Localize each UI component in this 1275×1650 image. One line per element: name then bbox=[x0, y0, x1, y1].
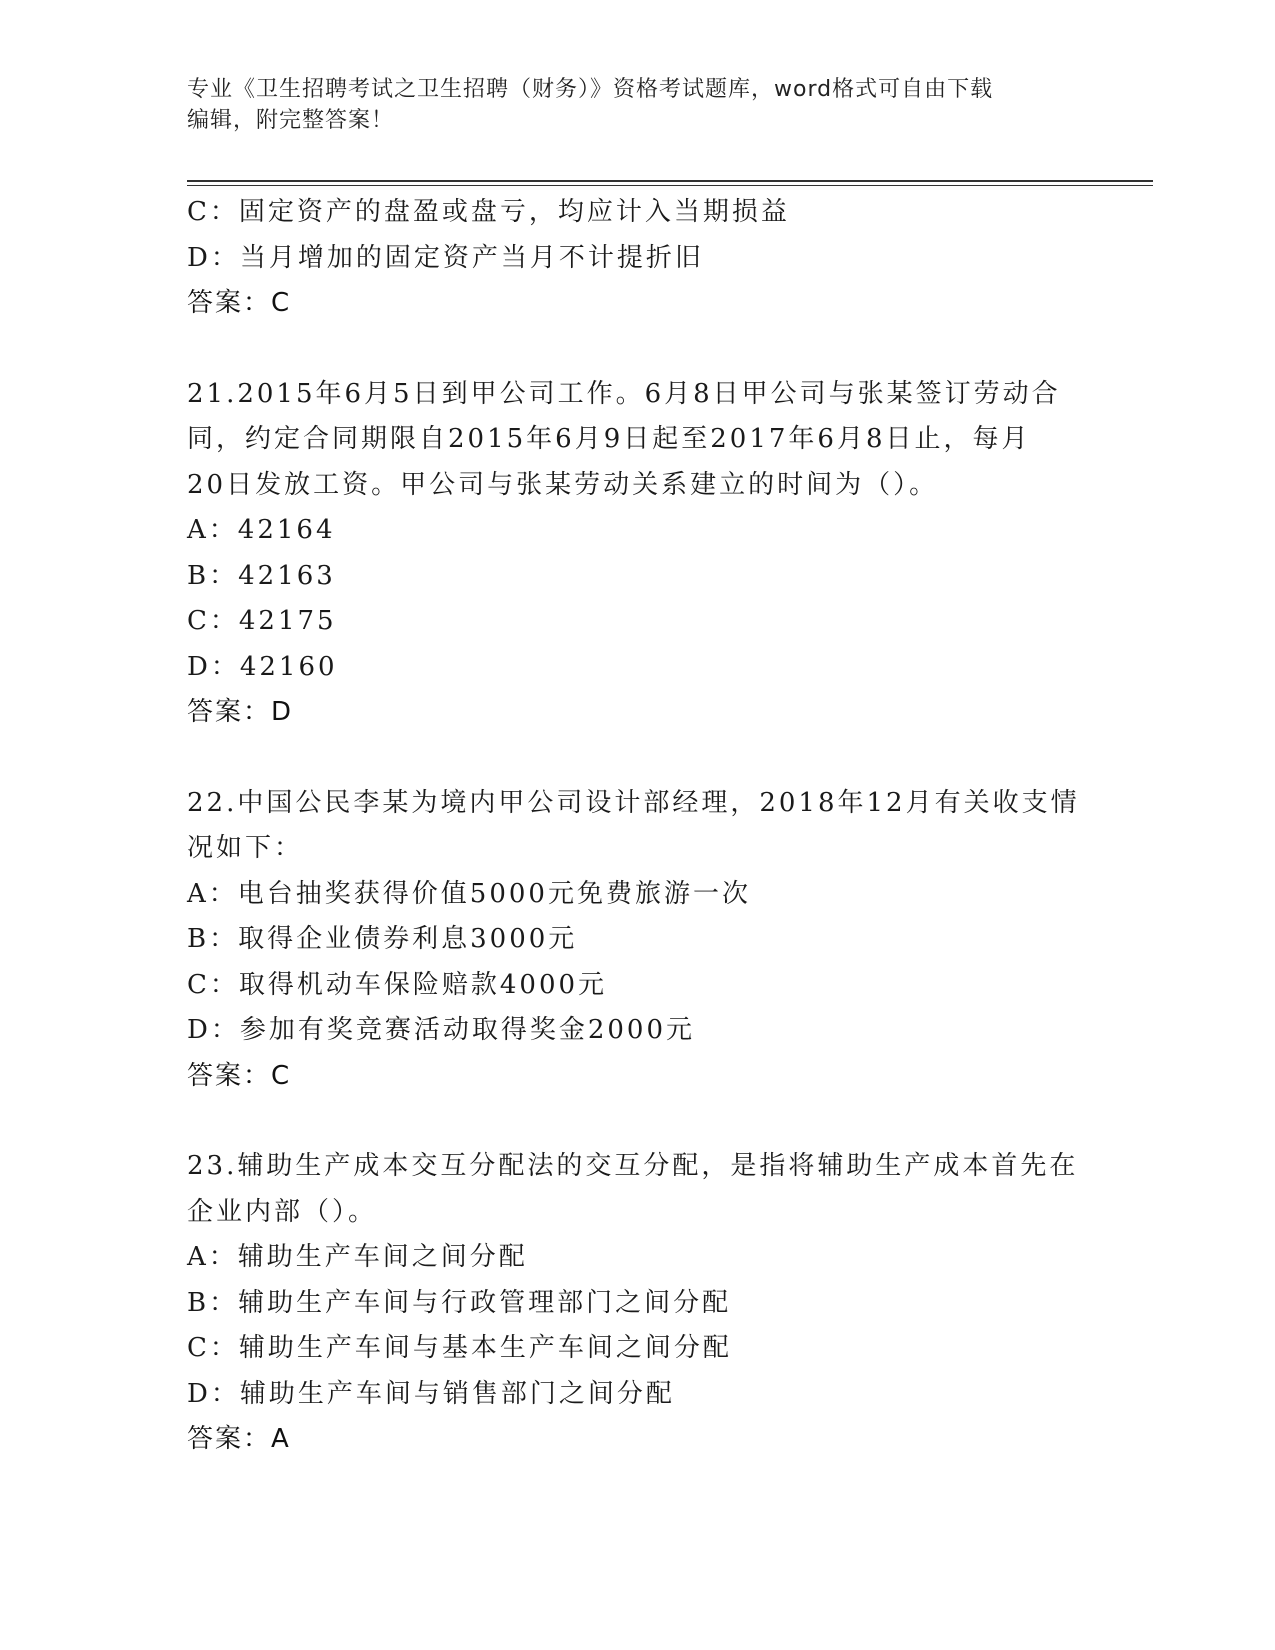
option-c: C：取得机动车保险赔款4000元 bbox=[187, 969, 608, 1000]
question-stem-line: 23.辅助生产成本交互分配法的交互分配，是指将辅助生产成本首先在 bbox=[187, 1151, 1079, 1181]
answer-line: 答案：C bbox=[187, 288, 292, 318]
option-c: C：42175 bbox=[187, 606, 337, 636]
option-c: C：辅助生产车间与基本生产车间之间分配 bbox=[187, 1333, 732, 1363]
question-stem-line: 20日发放工资。甲公司与张某劳动关系建立的时间为（）。 bbox=[187, 469, 939, 500]
question-stem-line: 22.中国公民李某为境内甲公司设计部经理，2018年12月有关收支情 bbox=[187, 787, 1080, 818]
spacer bbox=[187, 736, 1067, 781]
option-d: D：参加有奖竞赛活动取得奖金2000元 bbox=[187, 1015, 696, 1045]
question-stem-line: 企业内部（）。 bbox=[187, 1196, 378, 1227]
header-divider-thick bbox=[187, 180, 1153, 182]
header-line-1: 专业《卫生招聘考试之卫生招聘（财务）》资格考试题库，word格式可自由下载 bbox=[187, 77, 994, 102]
question-23 bbox=[187, 1144, 1079, 1463]
question-stem-line: 同，约定合同期限自2015年6月9日起至2017年6月8日止，每月 bbox=[187, 424, 1031, 454]
spacer bbox=[187, 327, 1067, 372]
question-content bbox=[187, 190, 1080, 1463]
option-b: B：辅助生产车间与行政管理部门之间分配 bbox=[187, 1287, 732, 1318]
option-a: A：42164 bbox=[187, 515, 336, 545]
option-a: A：辅助生产车间之间分配 bbox=[187, 1242, 528, 1272]
spacer bbox=[187, 1099, 1067, 1144]
option-c: C：固定资产的盘盈或盘亏，均应计入当期损益 bbox=[187, 197, 790, 227]
answer-line: 答案：D bbox=[187, 697, 294, 727]
option-a: A：电台抽奖获得价值5000元免费旅游一次 bbox=[187, 878, 751, 909]
option-d: D：42160 bbox=[187, 651, 338, 682]
document-header bbox=[187, 74, 1087, 136]
header-line-2: 编辑，附完整答案！ bbox=[187, 108, 395, 133]
option-d: D：当月增加的固定资产当月不计提折旧 bbox=[187, 242, 704, 273]
option-b: B：取得企业债券利息3000元 bbox=[187, 924, 578, 954]
header-divider-thin bbox=[187, 185, 1153, 186]
question-21 bbox=[187, 372, 1067, 736]
question-stem-line: 21.2015年6月5日到甲公司工作。6月8日甲公司与张某签订劳动合 bbox=[187, 378, 1061, 409]
previous-question-tail bbox=[187, 190, 1067, 327]
answer-line: 答案：A bbox=[187, 1424, 291, 1454]
option-b: B：42163 bbox=[187, 560, 336, 591]
option-d: D：辅助生产车间与销售部门之间分配 bbox=[187, 1378, 675, 1409]
answer-line: 答案：C bbox=[187, 1060, 292, 1091]
question-stem-line: 况如下： bbox=[187, 833, 304, 863]
question-22 bbox=[187, 781, 1080, 1100]
